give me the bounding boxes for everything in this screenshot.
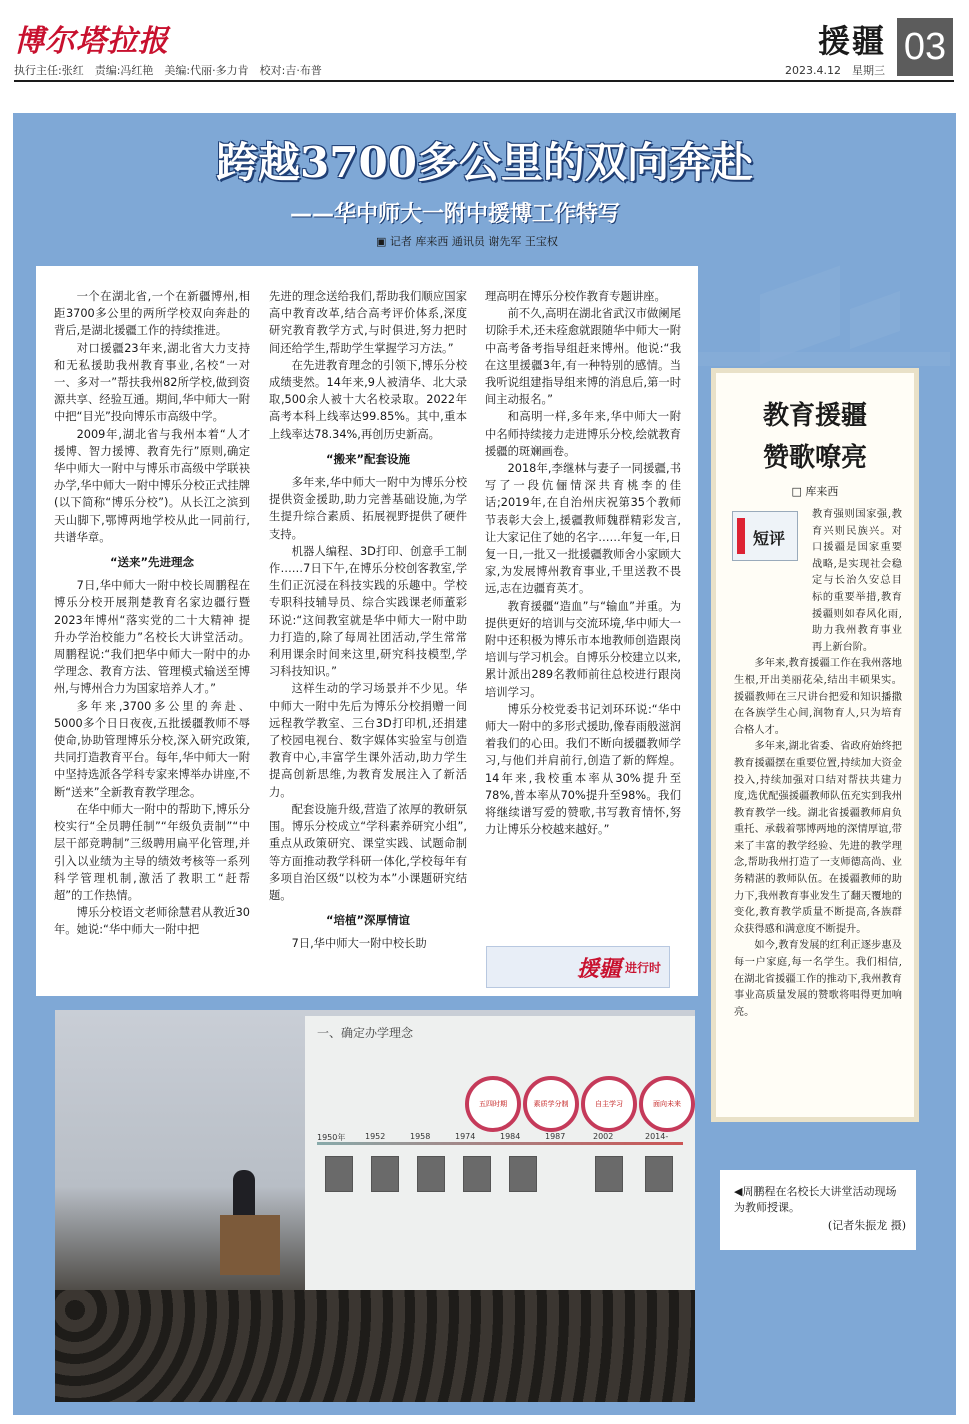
paragraph: 2009年,湖北省与我州本着“人才援博、智力援博、教育先行”原则,确定华中师大一附中与博乐市高级中学联袂办学,华中师大一附中博乐分校正式挂牌(以下简称“博乐分校”)。从长江之滨到天山脚下,鄂博两地学校从此一同前行,共谱华章。: [54, 427, 250, 544]
commentary-tag-label: 短评: [753, 529, 786, 548]
paragraph: 对口援疆23年来,湖北省大力支持和无私援助我州教育事业,名校“一对一、多对一”帮扶我州82所学校,做到资源共享、经验互通。期间,华中师大一附中把“目光”投向博乐市高级中学。: [54, 341, 250, 424]
timeline-year: 1950年: [317, 1133, 346, 1142]
article-column-1: [54, 288, 250, 939]
section-heading: “搬来”配套设施: [325, 451, 411, 466]
portrait-image: [417, 1156, 445, 1192]
portrait-image: [325, 1156, 353, 1192]
commentary-title-line: 赞歌嘹亮: [762, 443, 867, 473]
paragraph: 和高明一样,多年来,华中师大一附中名师持续接力走进博乐分校,绘就教育援疆的斑斓画卷。: [485, 410, 681, 458]
paragraph: 一个在湖北省,一个在新疆博州,相距3700多公里的两所学校双向奔赴的背后,是湖北援疆工作的持续推进。: [54, 290, 250, 338]
lecture-photo: [55, 1010, 695, 1402]
commentary-title: [716, 395, 914, 479]
commentary-body: [734, 507, 902, 1021]
commentary-author: □ 库来西: [791, 485, 839, 498]
header-rule: [14, 80, 954, 82]
podium: [220, 1215, 280, 1275]
paragraph: 博乐分校党委书记刘环环说:“华中师大一附中的多形式援助,像春雨般滋润着我们的心田。我们不断向援疆教师学习,与他们并肩前行,创造了新的辉煌。14年来,我校重本率从30%提升至78%,普本率从70%提升至98%。我们将继续谱写爱的赞歌,书写教育情怀,努力让博乐分校越来越好。”: [485, 702, 681, 837]
paragraph: 配套设施升级,营造了浓厚的教研氛围。博乐分校成立“学科素养研究小组”,重点从政策研究、课堂实践、试题命制等方面推动教学科研一体化,学校每年有多项自治区级“以校为本”小课题研究结题。: [269, 802, 467, 902]
page-number: 03: [897, 18, 953, 76]
timeline-year: 1958: [410, 1132, 431, 1141]
timeline-year: 1952: [365, 1132, 386, 1141]
newspaper-logo: 博尔塔拉报: [14, 24, 169, 59]
issue-date: 2023.4.12 星期三: [785, 64, 885, 77]
decor-strip: [690, 352, 950, 366]
projection-screen: [305, 1016, 695, 1306]
paragraph: 7日,华中师大一附中校长助: [291, 937, 427, 951]
paragraph: 如今,教育发展的红利正逐步惠及每一户家庭,每一名学生。我们相信,在湖北省援疆工作的推动下,我州教育事业高质量发展的赞歌将唱得更加响亮。: [734, 940, 902, 1018]
commentary-title-line: 教育援疆: [762, 401, 867, 431]
milestone-ring: 五四时期: [465, 1076, 521, 1132]
editor-credits: 执行主任:张红 责编:冯红艳 美编:代丽·多力肯 校对:吉·布普: [14, 64, 322, 77]
paragraph: 在先进教育理念的引领下,博乐分校成绩斐然。14年来,9人被清华、北大录取,500余人被十大名校录取。2022年高考本科上线率达99.85%。其中,重本上线率达78.34%,再创历史新高。: [269, 358, 467, 441]
paragraph: 博乐分校语文老师徐慧君从教近30年。她说:“华中师大一附中把: [54, 906, 250, 937]
milestone-ring: 自主学习: [581, 1076, 637, 1132]
column-logo: [486, 946, 670, 988]
portrait-image: [509, 1156, 537, 1192]
paragraph: 多年来,湖北省委、省政府始终把教育援疆摆在重要位置,持续加大资金投入,持续加强对口结对帮扶共建力度,选优配强援疆教师队伍充实到我州教育教学一线。湖北省援疆教师肩负重托、承载着鄂博两地的深情厚谊,带来了丰富的教学经验、先进的教学理念,帮助我州打造了一支师德高尚、业务精湛的教师队伍。在援疆教师的助力下,我州教育事业发生了翻天覆地的变化,教育教学质量不断提高,各族群众获得感和满意度不断提升。: [734, 741, 902, 935]
paragraph: 2018年,李继林与妻子一同援疆,书写了一段伉俪情深共育桃李的佳话;2019年,在自治州庆祝第35个教师节表彰大会上,援疆教师魏群精彩发言,让大家记住了她的名字……年复一年,日复一日,一批又一批援疆教师舍小家顾大家,为发展博州教育事业,千里送教不畏远,志在边疆育英才。: [485, 462, 681, 596]
paragraph: 多年来,华中师大一附中为博乐分校提供资金援助,助力完善基础设施,为学生提升综合素质、拓展视野提供了硬件支持。: [269, 476, 467, 541]
paragraph: 机器人编程、3D打印、创意手工制作……7日下午,在博乐分校创客教室,学生们正沉浸在科技实践的乐趣中。学校专职科技辅导员、综合实践课老师董彩环说:“这间教室就是华中师大一附中助力打造的,除了每周社团活动,学生常常利用课余时间来这里,研究科技模型,学习科技知识。”: [269, 544, 467, 679]
paragraph: 多年来,教育援疆工作在我州落地生根,开出美丽花朵,结出丰硕果实。援疆教师在三尺讲台把爱和知识播撒在各族学生心间,润物育人,只为培育合格人才。: [734, 658, 902, 736]
byline: ▣ 记者 库来西 通讯员 谢先军 王宝权: [376, 235, 558, 248]
article-column-2: [269, 288, 467, 953]
caption-text: ◀周鹏程在名校长大讲堂活动现场为教师授课。: [734, 1185, 897, 1214]
timeline-year: 1987: [545, 1132, 566, 1141]
paragraph: 这样生动的学习场景并不少见。华中师大一附中先后为博乐分校捐赠一间远程教学教室、三台3D打印机,还捐建了校园电视台、数字媒体实验室与创造教育中心,丰富学生课外活动,助力学生提高创新思维,为教育发展注入了新活力。: [269, 682, 467, 799]
timeline-bar: [317, 1142, 683, 1145]
timeline-year: 1984: [500, 1132, 521, 1141]
timeline-year: 2002: [593, 1132, 614, 1141]
headline-title: 跨越3700多公里的双向奔赴: [216, 138, 753, 187]
commentary-box: [711, 368, 919, 1122]
portrait-image: [645, 1156, 673, 1192]
milestone-ring: 素质学分制: [523, 1076, 579, 1132]
paragraph: 理高明在博乐分校作教育专题讲座。: [485, 290, 666, 303]
paragraph: 先进的理念送给我们,帮助我们顺应国家高中教育改革,结合高考评价体系,深度研究教育教学方式,与时俱进,努力把时间还给学生,帮助学生掌握学习方法。”: [269, 290, 467, 355]
portrait-image: [371, 1156, 399, 1192]
commentary-inner: [716, 373, 914, 1117]
audience: [55, 1290, 695, 1402]
portrait-image: [595, 1156, 623, 1192]
screen-title: 一、确定办学理念: [317, 1026, 414, 1040]
photo-credit: (记者朱振龙 摄): [827, 1219, 906, 1232]
paragraph: 在华中师大一附中的帮助下,博乐分校实行“全员聘任制”“年级负责制”“中层干部竞聘制”三级聘用扁平化管理,并引入以业绩为主导的绩效考核等一系列科学管理机制,激活了教职工“赶帮超”的工作热情。: [54, 802, 250, 902]
column-logo-main: 援疆: [576, 955, 621, 982]
section-heading: “培植”深厚情谊: [325, 913, 411, 928]
paragraph: 教育强则国家强,教育兴则民族兴。对口援疆是国家重要战略,是实现社会稳定与长治久安总目标的重要举措,教育援疆则如春风化雨,助力我州教育事业再上新台阶。: [812, 509, 902, 653]
section-name: 援疆: [818, 22, 887, 60]
paragraph: 多年来,3700多公里的奔赴、5000多个日日夜夜,五批援疆教师不辱使命,协助管理博乐分校,深入研究政策,共同打造教育平台。每年,华中师大一附中坚持选派各学科专家来博举办讲座,不断“送来”全新教育教学理念。: [54, 699, 250, 799]
portrait-image: [463, 1156, 491, 1192]
timeline-year: 1974: [455, 1132, 476, 1141]
section-heading: “送来”先进理念: [109, 555, 195, 570]
paragraph: 教育援疆“造血”与“输血”并重。为提供更好的培训与交流环境,华中师大一附中还积极为博乐市本地教师创造跟岗培训与学习机会。自博乐分校建立以来,累计派出289名教师前往总校进行跟岗培训学习。: [485, 599, 681, 699]
paragraph: 7日,华中师大一附中校长周鹏程在博乐分校开展荆楚教育名家边疆行暨2023年博州“落实党的二十大精神 提升办学治校能力”名校长大讲堂活动。周鹏程说:“我们把华中师大一附中的办学理念、教育方法、管理模式输送至博州,与博州合力为国家培养人才。”: [54, 579, 250, 696]
paragraph: 前不久,高明在湖北省武汉市做阑尾切除手术,还未痊愈就跟随华中师大一附中高考备考指导组赶来博州。他说:“我在这里援疆3年,有一种特别的感情。当我听说组建指导组来博的消息后,第一时间主动报名。”: [485, 307, 681, 407]
photo-caption: [720, 1170, 916, 1250]
milestone-ring: 面向未来: [639, 1076, 695, 1132]
headline-subtitle: ——华中师大一附中援博工作特写: [290, 202, 621, 227]
article-body: [36, 266, 698, 996]
column-logo-sub: 进行时: [624, 960, 661, 975]
article-column-3: [485, 288, 681, 839]
timeline-year: 2014-: [645, 1132, 669, 1141]
